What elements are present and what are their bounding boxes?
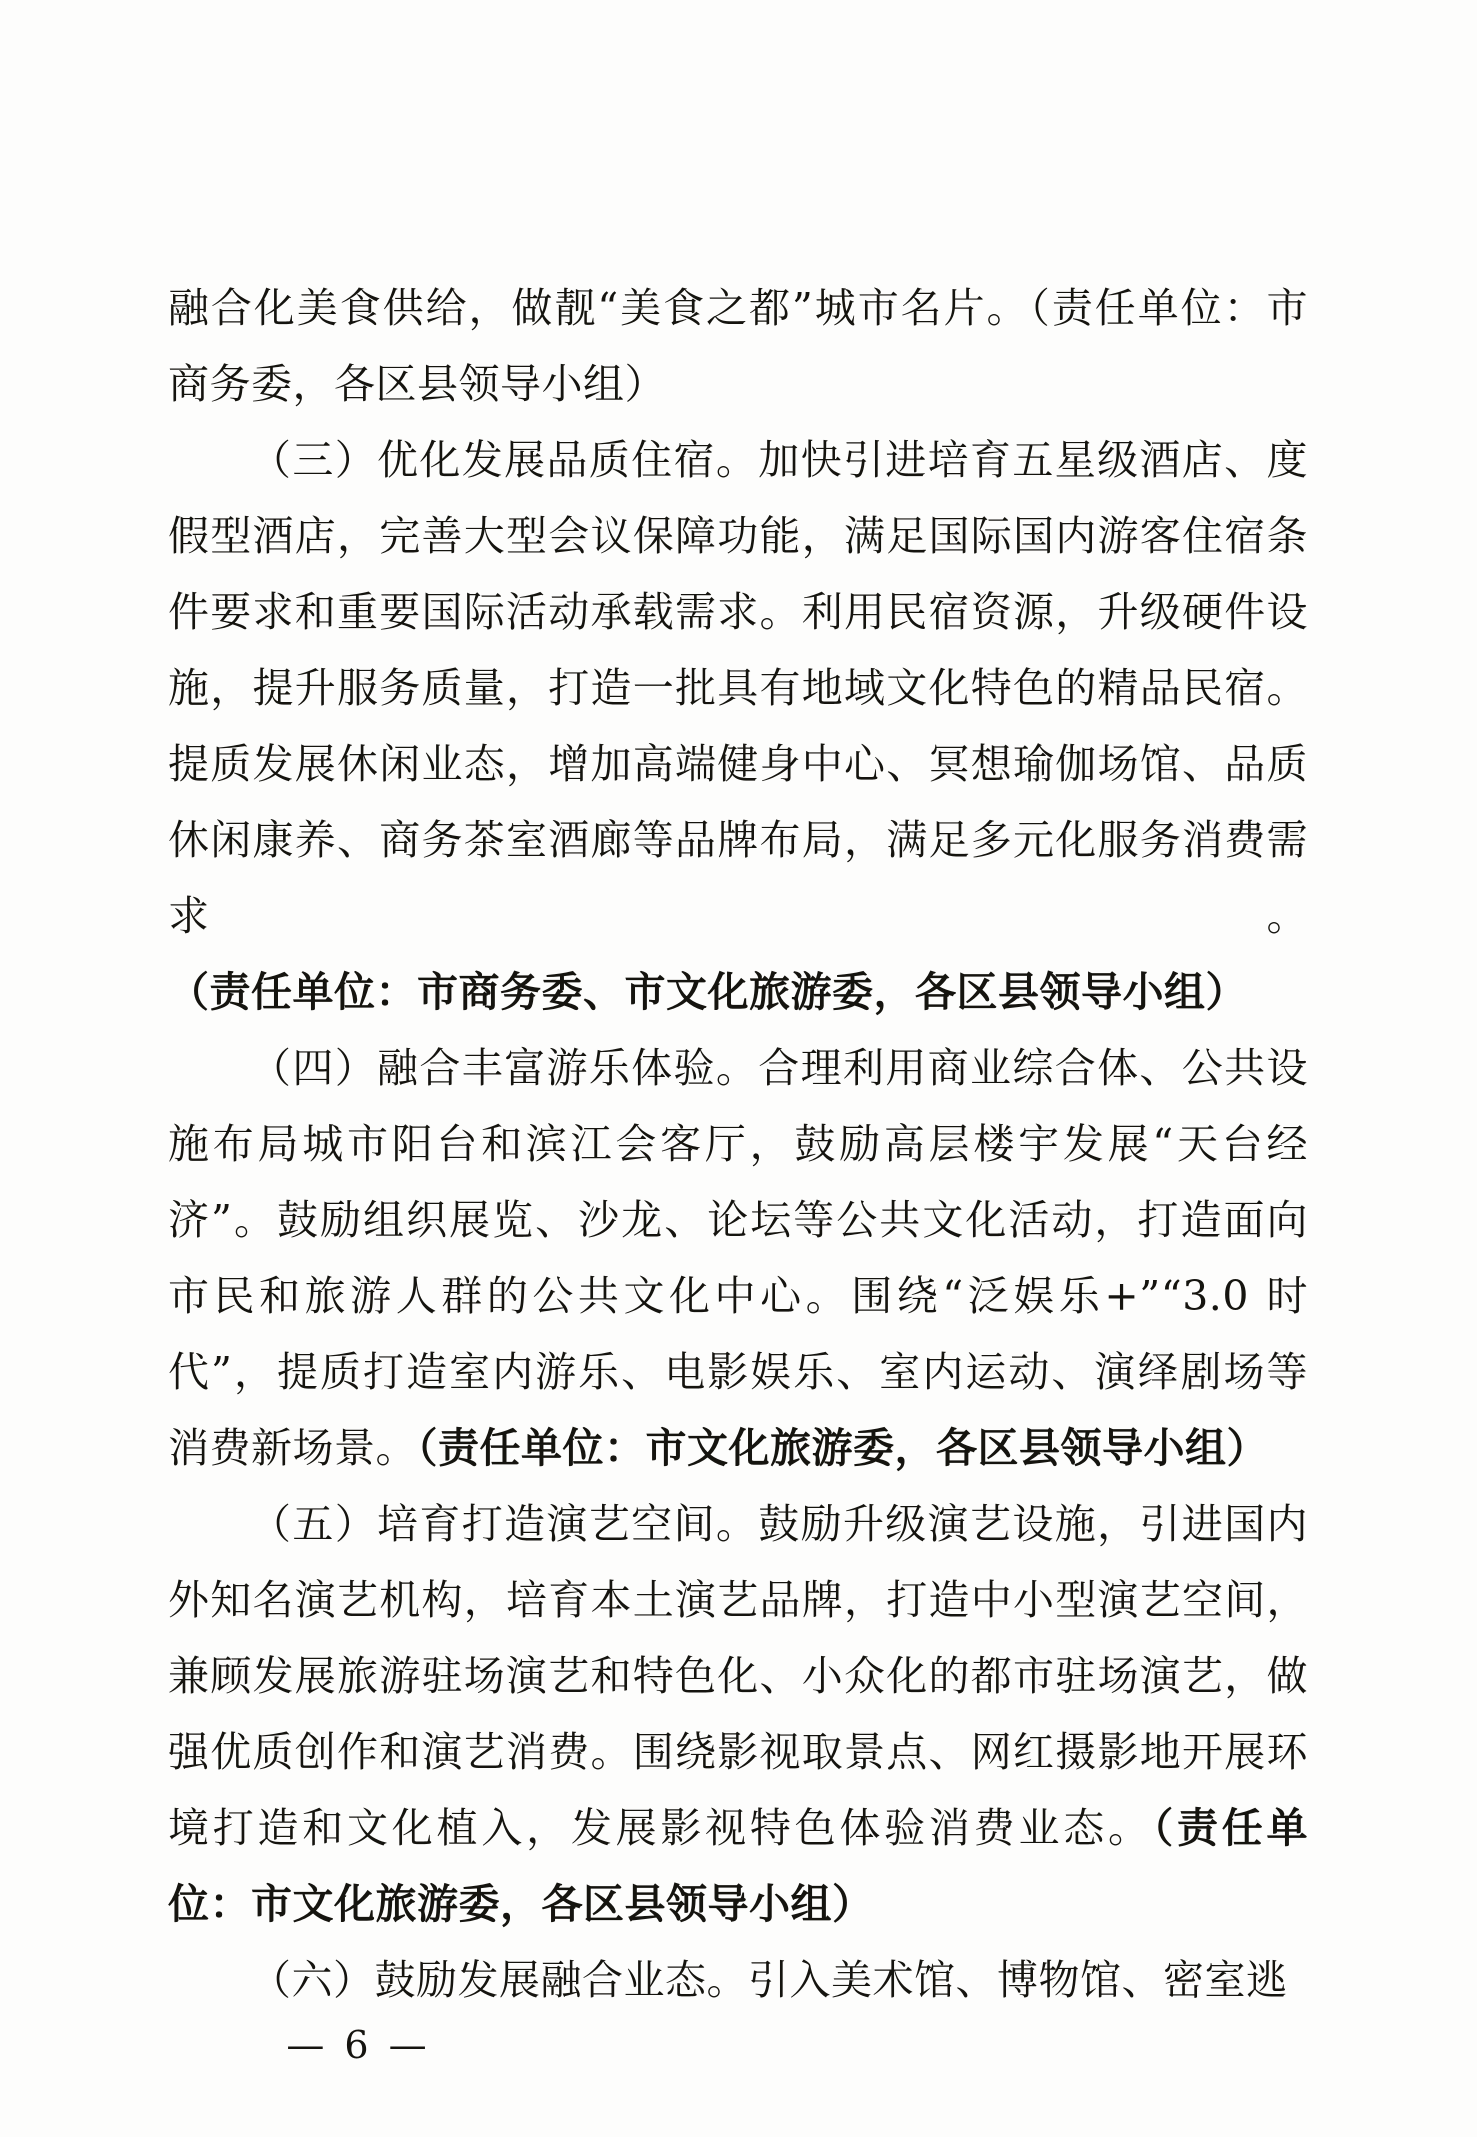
paragraph-section-three — [168, 422, 1308, 1030]
paragraph-continuation: 融合化美食供给，做靓“美食之都”城市名片。（责任单位：市商务委，各区县领导小组） — [168, 284, 1308, 408]
paragraph-section-five — [168, 1486, 1308, 1942]
paragraph-section-three-text: （三）优化发展品质住宿。加快引进培育五星级酒店、度假型酒店，完善大型会议保障功能，满足国际国内游客住宿条件要求和重要国际活动承载需求。利用民宿资源，升级硬件设施，提升服务质量，打造一批具有地域文化特色的精品民宿。提质发展休闲业态，增加高端健身中心、冥想瑜伽场馆、品质休闲康养、商务茶室酒廊等品牌布局，满足多元化服务消费需求。 — [168, 436, 1308, 940]
paragraph-section-four — [168, 1030, 1308, 1486]
paragraph-section-three-responsible-unit: （责任单位：市商务委、市文化旅游委，各区县领导小组） — [168, 968, 1247, 1016]
document-body — [168, 270, 1308, 2018]
paragraph-section-five-responsible-unit: （责任单位：市文化旅游委，各区县领导小组） — [168, 1804, 1308, 1928]
paragraph-section-four-responsible-unit: （责任单位：市文化旅游委，各区县领导小组） — [417, 1424, 1268, 1472]
paragraph-section-five-text: （五）培育打造演艺空间。鼓励升级演艺设施，引进国内外知名演艺机构，培育本土演艺品牌，打造中小型演艺空间，兼顾发展旅游驻场演艺和特色化、小众化的都市驻场演艺，做强优质创作和演艺消费。围绕影视取景点、网红摄影地开展环境打造和文化植入，发展影视特色体验消费业态。 — [168, 1500, 1308, 1852]
page-number: — 6 — — [286, 2023, 431, 2067]
paragraph-section-six: （六）鼓励发展融合业态。引入美术馆、博物馆、密室逃 — [250, 1956, 1288, 2004]
paragraph-section-four-text: （四）融合丰富游乐体验。合理利用商业综合体、公共设施布局城市阳台和滨江会客厅，鼓励高层楼宇发展“天台经济”。鼓励组织展览、沙龙、论坛等公共文化活动，打造面向市民和旅游人群的公共文化中心。围绕“泛娱乐+”“3.0 时代”，提质打造室内游乐、电影娱乐、室内运动、演绎剧场等消费新场景。 — [168, 1044, 1308, 1472]
page-footer — [0, 2023, 1477, 2067]
